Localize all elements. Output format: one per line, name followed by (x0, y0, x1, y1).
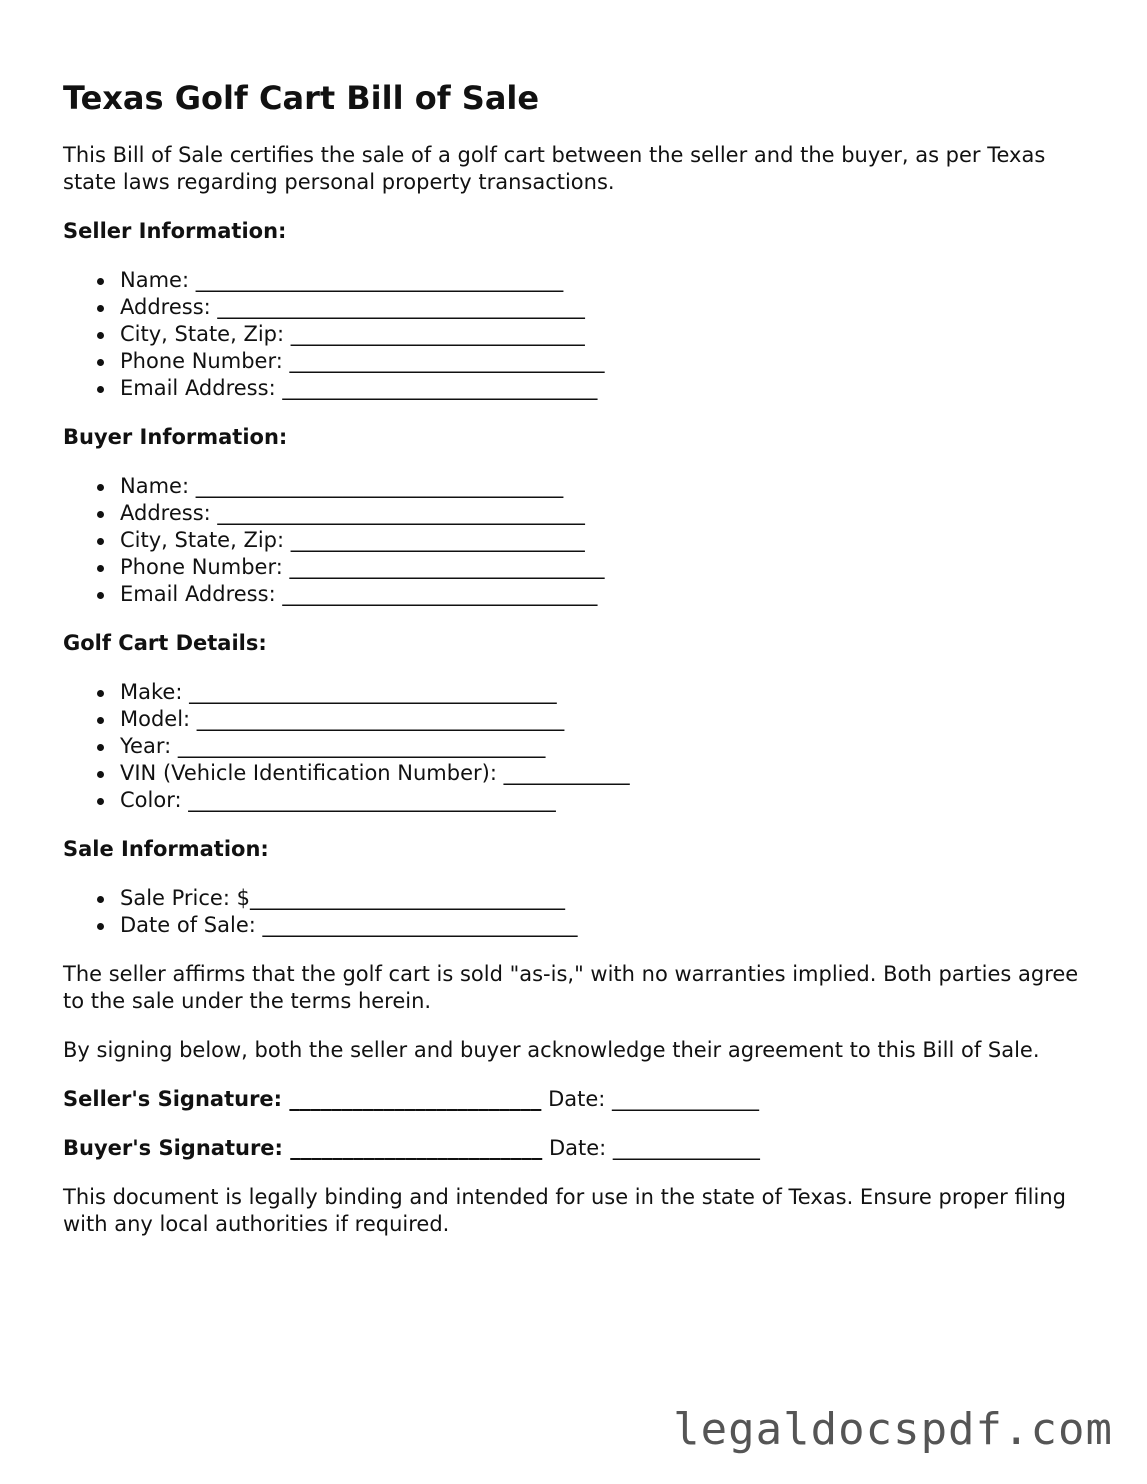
cart-model-field: Model: ___________________________________ (120, 706, 1083, 733)
seller-email-field: Email Address: ______________________________ (120, 375, 1083, 402)
buyer-email-field: Email Address: ______________________________ (120, 581, 1083, 608)
buyer-signature-line (63, 1135, 1083, 1162)
cart-list (63, 679, 1083, 814)
seller-signature-date: Date: ______________ (548, 1087, 760, 1111)
buyer-phone-field: Phone Number: ______________________________ (120, 554, 1083, 581)
buyer-signature-date: Date: ______________ (548, 1136, 760, 1160)
document-page (63, 78, 1083, 1260)
buyer-address-field: Address: ___________________________________ (120, 500, 1083, 527)
buyer-signature-label: Buyer's Signature: ________________________ (63, 1136, 543, 1160)
acknowledgement-paragraph: By signing below, both the seller and buyer acknowledge their agreement to this Bill of Sale. (63, 1038, 1040, 1062)
sale-heading: Sale Information: (63, 837, 269, 861)
watermark: legaldocspdf.com (673, 1404, 1113, 1455)
cart-color-field: Color: ___________________________________ (120, 787, 1083, 814)
seller-city-field: City, State, Zip: ____________________________ (120, 321, 1083, 348)
seller-phone-field: Phone Number: ______________________________ (120, 348, 1083, 375)
seller-heading: Seller Information: (63, 219, 287, 243)
intro-paragraph: This Bill of Sale certifies the sale of a golf cart between the seller and the buyer, as per Texas state laws regarding personal property transactions. (63, 143, 1046, 194)
affirmation-paragraph: The seller affirms that the golf cart is sold "as-is," with no warranties implied. Both parties agree to the sale under the terms herein. (63, 962, 1079, 1013)
buyer-city-field: City, State, Zip: ____________________________ (120, 527, 1083, 554)
cart-make-field: Make: ___________________________________ (120, 679, 1083, 706)
seller-address-field: Address: ___________________________________ (120, 294, 1083, 321)
cart-vin-field: VIN (Vehicle Identification Number): ____________ (120, 760, 1083, 787)
document-title: Texas Golf Cart Bill of Sale (63, 79, 540, 117)
buyer-list (63, 473, 1083, 608)
seller-name-field: Name: ___________________________________ (120, 267, 1083, 294)
seller-list (63, 267, 1083, 402)
cart-heading: Golf Cart Details: (63, 631, 267, 655)
cart-year-field: Year: ___________________________________ (120, 733, 1083, 760)
sale-date-field: Date of Sale: ______________________________ (120, 912, 1083, 939)
closing-paragraph: This document is legally binding and intended for use in the state of Texas. Ensure proper filing with any local authorities if required. (63, 1185, 1066, 1236)
buyer-name-field: Name: ___________________________________ (120, 473, 1083, 500)
seller-signature-line (63, 1086, 1083, 1113)
sale-list (63, 885, 1083, 939)
sale-price-field: Sale Price: $______________________________ (120, 885, 1083, 912)
buyer-heading: Buyer Information: (63, 425, 288, 449)
seller-signature-label: Seller's Signature: ________________________ (63, 1087, 542, 1111)
